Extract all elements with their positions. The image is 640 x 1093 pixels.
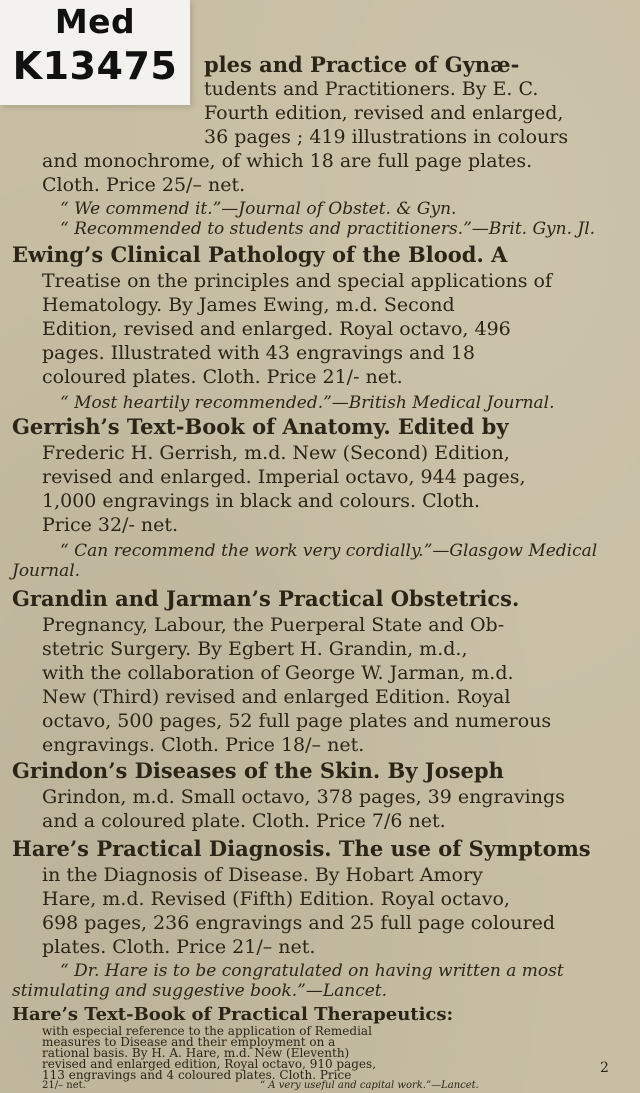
- review-quote: “ Can recommend the work very cordially.”—Glasgow Medical: [60, 541, 598, 561]
- entry-title: Grindon’s Diseases of the Skin. By Joseph: [12, 758, 504, 783]
- review-quote: “ Dr. Hare is to be congratulated on having written a most: [60, 961, 564, 981]
- entry-line: Price 32/- net.: [42, 514, 179, 536]
- entry-line: 36 pages ; 419 illustrations in colours: [204, 126, 569, 148]
- entry-line: revised and enlarged. Imperial octavo, 944 pages,: [42, 466, 526, 488]
- entry-line: Edition, revised and enlarged. Royal octavo, 496: [42, 318, 511, 340]
- entry-line: engravings. Cloth. Price 18/– net.: [42, 734, 365, 756]
- entry-title: Ewing’s Clinical Pathology of the Blood. A: [12, 242, 508, 267]
- entry-line: ples and Practice of Gynæ-: [204, 52, 520, 77]
- entry-line: 698 pages, 236 engravings and 25 full page coloured: [42, 912, 556, 934]
- entry-line: in the Diagnosis of Disease. By Hobart Amory: [42, 864, 483, 886]
- entry-line: stetric Surgery. By Egbert H. Grandin, m.d.,: [42, 638, 468, 660]
- label-line-1: Med: [54, 2, 136, 41]
- entry-line: Hare, m.d. Revised (Fifth) Edition. Royal octavo,: [42, 888, 510, 910]
- library-label: [0, 0, 190, 105]
- label-line-2: K13475: [12, 44, 178, 88]
- entry-title: Grandin and Jarman’s Practical Obstetrics.: [12, 586, 520, 611]
- entry-line: 1,000 engravings in black and colours. Cloth.: [42, 490, 481, 512]
- entry-line: revised and enlarged edition, Royal octavo, 910 pages,: [42, 1057, 377, 1071]
- review-quote: “ Most heartily recommended.”—British Medical Journal.: [60, 393, 555, 413]
- entry-line: Fourth edition, revised and enlarged,: [204, 102, 564, 124]
- entry-line: Hematology. By James Ewing, m.d. Second: [42, 294, 455, 316]
- page-number: 2: [600, 1060, 609, 1076]
- review-quote: “ Recommended to students and practitioners.”—Brit. Gyn. Jl.: [60, 219, 596, 239]
- entry-line: Grindon, m.d. Small octavo, 378 pages, 39 engravings: [42, 786, 565, 808]
- entry-line: measures to Disease and their employment on a: [42, 1035, 336, 1049]
- entry-line: Treatise on the principles and special applications of: [42, 270, 553, 292]
- entry-line: octavo, 500 pages, 52 full page plates and numerous: [42, 710, 552, 732]
- review-quote: Journal.: [12, 561, 81, 581]
- review-quote: “ We commend it.”—Journal of Obstet. & Gyn.: [60, 199, 457, 219]
- entry-title: Gerrish’s Text-Book of Anatomy. Edited by: [12, 414, 509, 439]
- entry-line: plates. Cloth. Price 21/– net.: [42, 936, 316, 958]
- entry-line: New (Third) revised and enlarged Edition. Royal: [42, 686, 511, 708]
- entry-line: 21/– net.: [42, 1080, 86, 1091]
- entry-line: and monochrome, of which 18 are full page plates.: [42, 150, 533, 172]
- entry-line: tudents and Practitioners. By E. C.: [204, 78, 539, 100]
- entry-title: Hare’s Practical Diagnosis. The use of Symptoms: [12, 836, 591, 861]
- entry-line: with especial reference to the application of Remedial: [42, 1024, 372, 1038]
- entry-line: rational basis. By H. A. Hare, m.d. New (Eleventh): [42, 1046, 350, 1060]
- entry-line: 113 engravings and 4 coloured plates. Cloth. Price: [42, 1068, 352, 1082]
- entry-title: Hare’s Text-Book of Practical Therapeutics:: [12, 1004, 454, 1025]
- entry-line: and a coloured plate. Cloth. Price 7/6 net.: [42, 810, 446, 832]
- review-quote: “ A very useful and capital work.”—Lancet.: [260, 1080, 479, 1091]
- entry-line: Pregnancy, Labour, the Puerperal State and Ob-: [42, 614, 505, 636]
- entry-line: pages. Illustrated with 43 engravings and 18: [42, 342, 475, 364]
- review-quote: stimulating and suggestive book.”—Lancet.: [12, 981, 388, 1001]
- entry-line: with the collaboration of George W. Jarman, m.d.: [42, 662, 514, 684]
- entry-line: Cloth. Price 25/– net.: [42, 174, 246, 196]
- entry-line: coloured plates. Cloth. Price 21/- net.: [42, 366, 403, 388]
- entry-line: Frederic H. Gerrish, m.d. New (Second) Edition,: [42, 442, 510, 464]
